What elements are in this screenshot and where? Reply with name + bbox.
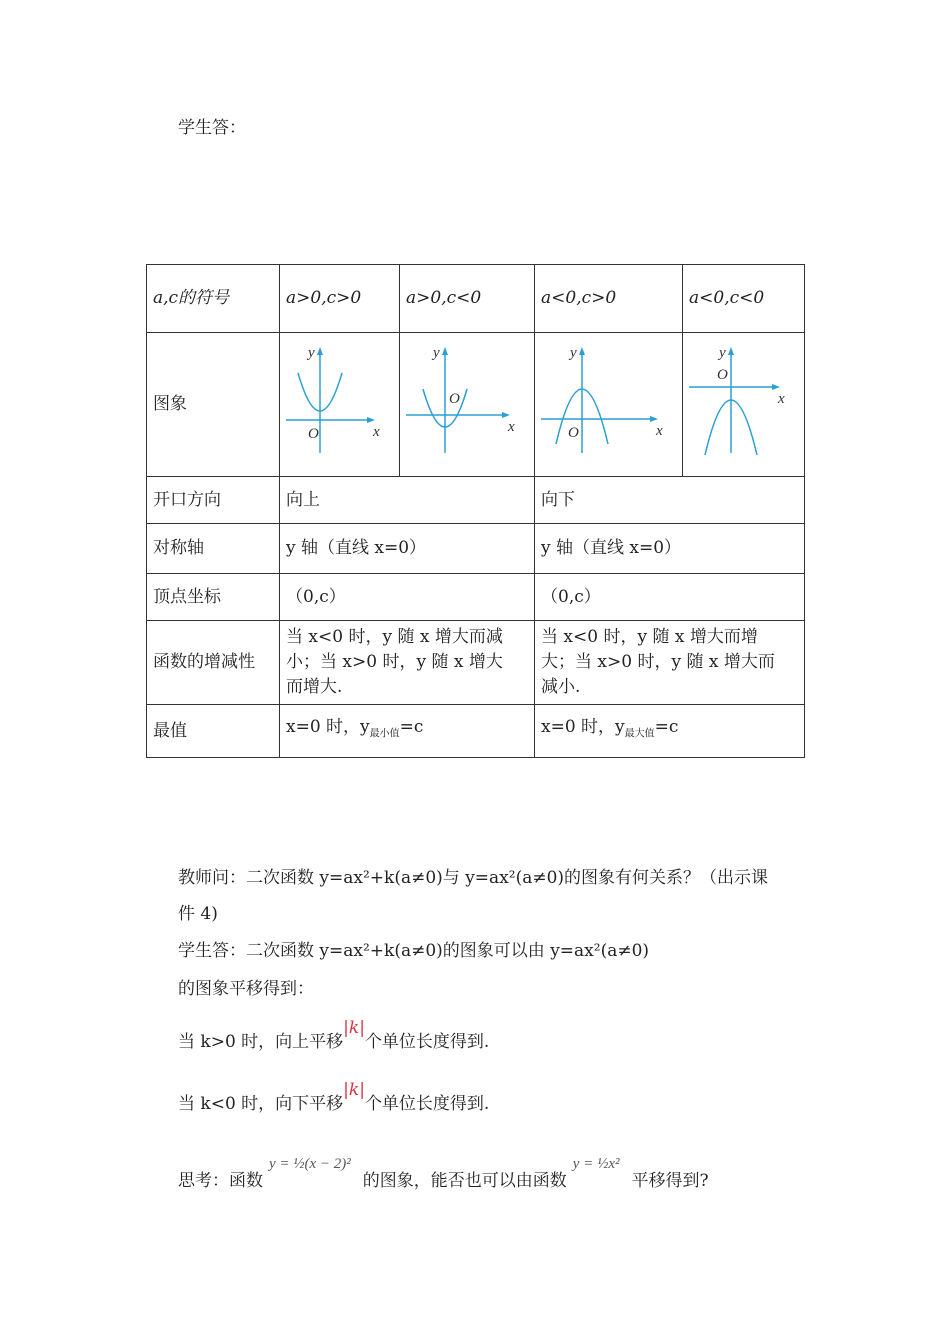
cell: a>0,c<0: [400, 265, 535, 333]
cell: [535, 705, 805, 758]
parabola-graph-up-cplus: [280, 333, 399, 468]
parabola-graph-down-cplus: [535, 333, 682, 468]
table-row: [147, 621, 805, 705]
text: =c: [399, 717, 424, 738]
teacher-question-cont: 件 4): [178, 904, 218, 924]
arrow-icon: [317, 347, 323, 355]
text: 思考：函数: [178, 1171, 263, 1191]
y-axis-label: y: [433, 345, 440, 361]
arrow-icon: [728, 347, 734, 355]
arrow-icon: [650, 416, 658, 422]
student-answer: 学生答：二次函数 y=ax²+k(a≠0)的图象可以由 y=ax²(a≠0): [178, 941, 650, 961]
x-axis-label: x: [778, 391, 785, 407]
graph-cell: [535, 333, 683, 477]
cell: y 轴（直线 x=0）: [280, 524, 535, 574]
case-k-positive: [178, 1018, 490, 1054]
teacher-question: 教师问：二次函数 y=ax²+k(a≠0)与 y=ax²(a≠0)的图象有何关系？（出示课: [178, 868, 769, 888]
subscript: 最大值: [624, 728, 655, 740]
parabola-properties-table: [146, 264, 805, 758]
table-row: [147, 333, 805, 477]
text: 的图象，能否也可以由函数: [362, 1171, 567, 1191]
cell: y 轴（直线 x=0）: [535, 524, 805, 574]
text: 当 k>0 时，向上平移: [178, 1032, 344, 1052]
x-axis-label: x: [373, 424, 380, 440]
cell: a>0,c>0: [280, 265, 400, 333]
subscript: 最小值: [369, 728, 400, 740]
student-answer-cont: 的图象平移得到：: [178, 979, 314, 999]
text: 当 k<0 时，向下平移: [178, 1094, 344, 1114]
cell: 向上: [280, 477, 535, 524]
text: 个单位长度得到.: [364, 1094, 490, 1114]
cell: 向下: [535, 477, 805, 524]
arrow-icon: [502, 412, 510, 418]
row-label: 顶点坐标: [147, 574, 280, 621]
origin-label: O: [449, 391, 460, 407]
row-label: 对称轴: [147, 524, 280, 574]
origin-label: O: [308, 426, 319, 442]
cell: （0,c）: [535, 574, 805, 621]
origin-label: O: [568, 425, 579, 441]
text: x=0 时，y: [541, 717, 625, 738]
graph-cell: [400, 333, 535, 477]
table-row: [147, 705, 805, 758]
arrow-icon: [367, 417, 375, 423]
student-answer-label: 学生答：: [178, 118, 246, 138]
table-row: [147, 477, 805, 524]
text: 个单位长度得到.: [364, 1032, 490, 1052]
cell: （0,c）: [280, 574, 535, 621]
graph-cell: [280, 333, 400, 477]
abs-k: |k|: [343, 1080, 365, 1100]
graph-cell: [683, 333, 805, 477]
think-question: [178, 1156, 709, 1194]
y-axis-label: y: [570, 345, 577, 361]
cell: [280, 705, 535, 758]
formula: y = ½(x − 2)²: [269, 1156, 351, 1172]
text: 平移得到?: [631, 1171, 709, 1191]
arrow-icon: [442, 347, 448, 355]
row-label: 最值: [147, 705, 280, 758]
parabola-graph-down-cminus: [683, 333, 804, 468]
table-row: [147, 265, 805, 333]
parabola-graph-up-cminus: [400, 333, 534, 468]
arrow-icon: [772, 384, 780, 390]
origin-label: O: [717, 367, 728, 383]
abs-k: |k|: [343, 1018, 365, 1038]
text: x=0 时，y: [286, 717, 370, 738]
case-k-negative: [178, 1080, 490, 1116]
cell: a<0,c>0: [535, 265, 683, 333]
table-row: [147, 574, 805, 621]
table-row: [147, 524, 805, 574]
x-axis-label: x: [656, 423, 663, 439]
y-axis-label: y: [719, 345, 726, 361]
row-label: a,c的符号: [147, 265, 280, 333]
x-axis-label: x: [508, 419, 515, 435]
arrow-icon: [579, 347, 585, 355]
cell: 当 x<0 时，y 随 x 增大而增大；当 x>0 时，y 随 x 增大而减小.: [535, 621, 805, 705]
cell: 当 x<0 时，y 随 x 增大而减小；当 x>0 时，y 随 x 增大而增大.: [280, 621, 535, 705]
y-axis-label: y: [308, 345, 315, 361]
formula: y = ½x²: [572, 1156, 620, 1172]
row-label: 函数的增减性: [147, 621, 280, 705]
row-label: 图象: [147, 333, 280, 477]
cell: a<0,c<0: [683, 265, 805, 333]
text: =c: [654, 717, 679, 738]
row-label: 开口方向: [147, 477, 280, 524]
